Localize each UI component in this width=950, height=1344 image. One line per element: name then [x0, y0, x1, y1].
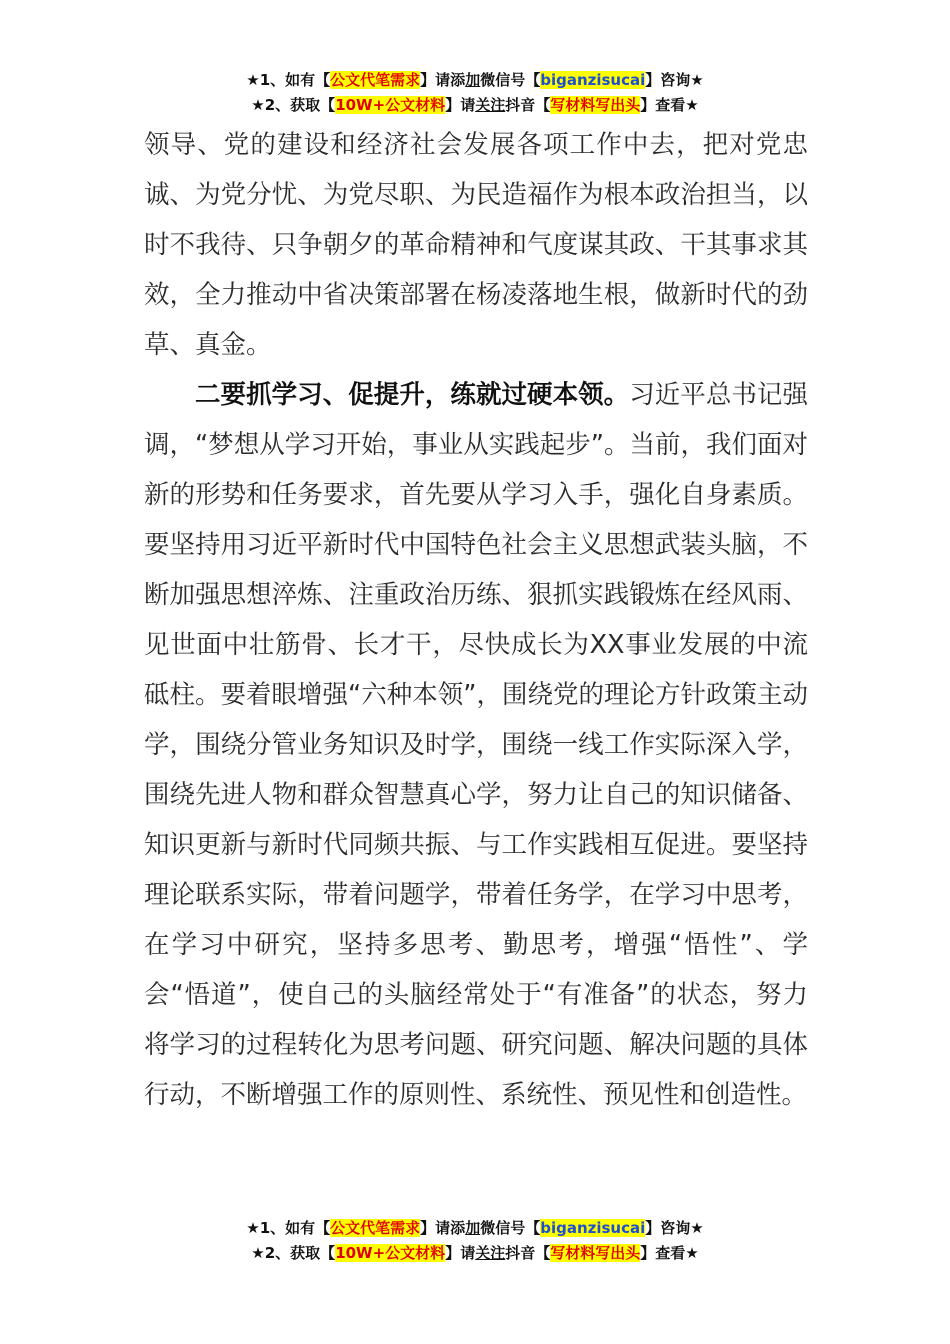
douyin-highlight: 写材料写出头	[550, 96, 641, 114]
paragraph-2-text: 习近平总书记强调，“梦想从学习开始，事业从实践起步”。当前，我们面对新的形势和任务要求，首先要从学习入手，强化自身素质。要坚持用习近平新时代中国特色社会主义思想武装头脑，不断加强思想淬炼、注重政治历练、狠抓实践锻炼在经风雨、见世面中壮筋骨、长才干，尽快成长为XX事业发展的中流砥柱。要着眼增强“六种本领”，围绕党的理论方针政策主动学，围绕分管业务知识及时学，围绕一线工作实际深入学，围绕先进人物和群众智慧真心学，努力让自己的知识储备、知识更新与新时代同频共振、与工作实践相互促进。要坚持理论联系实际，带着问题学，带着任务学，在学习中思考，在学习中研究，坚持多思考、勤思考，增强“悟性”、学会“悟道”，使自己的头脑经常处于“有准备”的状态，努力将学习的过程转化为思考问题、研究问题、解决问题的具体行动，不断增强工作的原则性、系统性、预见性和创造性。	[144, 380, 808, 1110]
materials-highlight: 10W+公文材料	[335, 96, 446, 114]
header-banner	[0, 68, 950, 118]
paragraph-2-lead: 二要抓学习、促提升，练就过硬本领。	[195, 380, 630, 410]
banner-line-2: ★2、获取【10W+公文材料】请关注抖音【写材料写出头】查看★	[251, 1244, 699, 1262]
banner-line-2: ★2、获取【10W+公文材料】请关注抖音【写材料写出头】查看★	[251, 96, 699, 114]
document-body	[144, 120, 808, 1120]
service-highlight: 公文代笔需求	[330, 1219, 421, 1237]
materials-highlight: 10W+公文材料	[335, 1244, 446, 1262]
douyin-highlight: 写材料写出头	[550, 1244, 641, 1262]
service-highlight: 公文代笔需求	[330, 71, 421, 89]
banner-line-1: ★1、如有【公文代笔需求】请添加微信号【biganzisucai】咨询★	[246, 71, 704, 89]
footer-banner	[0, 1216, 950, 1266]
wechat-id-highlight: biganzisucai	[540, 1219, 646, 1237]
paragraph-1: 领导、党的建设和经济社会发展各项工作中去，把对党忠诚、为党分忧、为党尽职、为民造福作为根本政治担当，以时不我待、只争朝夕的革命精神和气度谋其政、干其事求其效，全力推动中省决策部署在杨凌落地生根，做新时代的劲草、真金。	[144, 130, 808, 360]
paragraph-2	[144, 370, 808, 1120]
wechat-id-highlight: biganzisucai	[540, 71, 646, 89]
banner-line-1: ★1、如有【公文代笔需求】请添加微信号【biganzisucai】咨询★	[246, 1219, 704, 1237]
